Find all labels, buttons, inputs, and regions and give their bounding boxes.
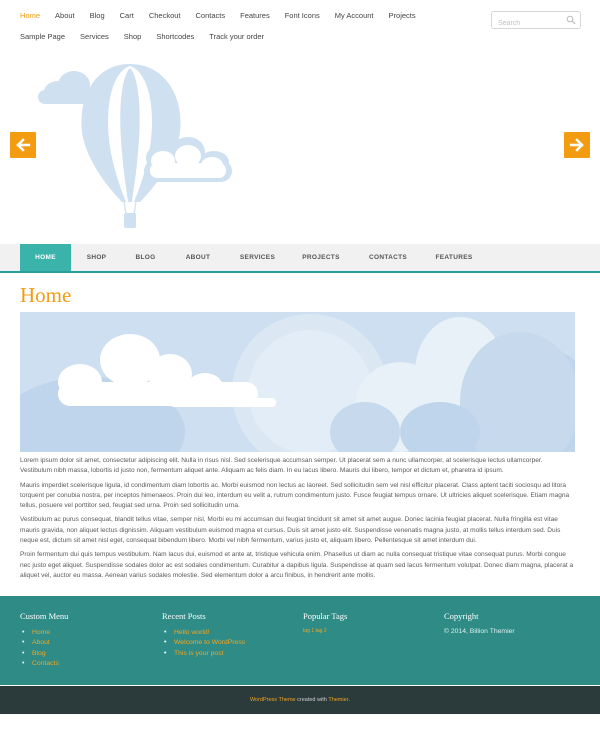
top-nav-blog[interactable]: Blog — [89, 11, 105, 20]
wordpress-theme-link[interactable]: WordPress Theme — [249, 697, 296, 703]
top-nav-shortcodes[interactable]: Shortcodes — [156, 32, 195, 41]
content-paragraph: Mauris imperdiet scelerisque ligula, id condimentum diam lobortis ac. Morbi euismod non lectus ac laoreet. Sed sollicitudin sem vel nisl efficitur placerat. Class aptent taciti sociosqu ad litora torquent per conubia nostra, per inceptos himenaeos. Proin dui leo, interdum eu velit a, rutrum condimentum justo. Fusce feugiat tempus ornare. Ut ultricies aliquet scelerisque. Etiam magna tellus, posuere vel porttitor sed, feugiat sed urna. Proin sed sollicitudin urna. — [20, 481, 570, 510]
recent-post-link[interactable]: • Hello world! — [162, 628, 245, 638]
top-nav-cart[interactable]: Cart — [119, 11, 134, 20]
top-nav-features[interactable]: Features — [240, 11, 270, 20]
arrow-right-icon — [569, 137, 585, 153]
footer-copyright — [444, 611, 515, 635]
page-title: Home — [20, 283, 72, 307]
footer-menu-contacts[interactable]: • Contacts — [20, 659, 68, 669]
arrow-left-icon — [15, 137, 31, 153]
main-menu-about[interactable]: ABOUT — [185, 254, 211, 261]
footer-menu-home[interactable]: • Home — [20, 628, 68, 638]
top-nav-track-order[interactable]: Track your order — [209, 32, 265, 41]
top-nav-sample-page[interactable]: Sample Page — [20, 32, 66, 41]
footer-recent-posts — [162, 611, 245, 659]
main-menu-projects[interactable]: PROJECTS — [302, 254, 340, 261]
credits-text: created with — [295, 697, 329, 703]
slider-prev-button[interactable] — [10, 132, 36, 158]
content-paragraph: Proin fermentum dui quis tempus vestibulum. Nam lacus dui, euismod et ante at, tristique vehicula enim. Phasellus ut diam ac nulla consequat tristique vitae consequat purus. Morbi congue nec justo eget aliquet. Suspendisse sodales dolor ac est sodales condimentum. Curabitur a dapibus ligula. Suspendisse at quam sed lacus fermentum volutpat. Donec diam magna, placerat a aliquet vel, auctor eu massa. Aenean varius sodales molestie. Sed elementum dolor a arcu finibus, in hendrerit ante mollis. — [20, 551, 574, 579]
main-menu-shop[interactable]: SHOP — [86, 254, 107, 261]
main-menu-services[interactable]: SERVICES — [239, 254, 276, 261]
top-nav-font-icons[interactable]: Font Icons — [284, 11, 320, 20]
credits-end: . — [348, 697, 351, 703]
footer-recent-posts-title: Recent Posts — [162, 611, 206, 621]
tag-cloud[interactable]: tag 1 tag 2 — [303, 628, 327, 634]
main-menu-contacts[interactable]: CONTACTS — [368, 254, 408, 261]
search-icon[interactable] — [566, 15, 576, 25]
footer-custom-menu — [20, 611, 68, 670]
bottom-credits-bar — [0, 686, 600, 714]
hot-air-balloon-illustration — [0, 52, 600, 242]
footer-copyright-title: Copyright — [444, 611, 479, 621]
themier-link[interactable]: Themier — [328, 697, 349, 703]
footer-popular-tags — [303, 611, 347, 634]
top-nav-checkout[interactable]: Checkout — [148, 11, 181, 20]
main-menu-home[interactable]: HOME — [20, 244, 71, 271]
top-nav-row-2 — [20, 31, 480, 42]
clouds-banner-image — [20, 312, 575, 452]
top-nav-projects[interactable]: Projects — [388, 11, 416, 20]
footer-widgets — [0, 596, 600, 685]
top-nav-my-account[interactable]: My Account — [334, 11, 374, 20]
main-menu-bar — [0, 244, 600, 273]
search-input[interactable] — [492, 16, 562, 32]
main-menu-features[interactable]: FEATURES — [435, 254, 473, 261]
footer-menu-about[interactable]: • About — [20, 638, 68, 648]
search-box — [491, 11, 581, 29]
recent-post-link[interactable]: • This is your post — [162, 649, 245, 659]
top-nav-contacts[interactable]: Contacts — [195, 11, 226, 20]
top-navigation — [20, 10, 480, 52]
content-paragraph: Lorem ipsum dolor sit amet, consectetur adipiscing elit. Nulla in risus nisl. Sed scelerisque accumsan semper. Ut placerat sem a nunc ullamcorper, at scelerisque lectus ullamcorper. Vestibulum nibh massa, lobortis id justo non, fermentum aliquet ante. Aliquam ac felis diam. In eu lacus libero. Mauris dui libero, tempor et dictum et, pharetra id ipsum. — [20, 457, 543, 475]
hero-slider — [0, 52, 600, 242]
recent-post-link[interactable]: • Welcome to WordPress — [162, 638, 245, 648]
content-paragraph: Vestibulum ac purus consequat, blandit tellus vitae, semper nisl. Morbi eu mi accumsan dui feugiat tincidunt sit amet sit amet augue. Donec lacinia feugiat placerat. Nulla fringilla est vitae mauris gravida, non aliquet lectus dignissim. Aliquam vestibulum euismod magna et cursus. Duis sit amet justo elit. Suspendisse venenatis magna justo, at mollis tellus interdum sed. Duis neque est, dictum sit amet nisl eget, consequat bibendum libero. Morbi vel nibh fermentum, varius justo et, aliquam libero. Pellentesque sit amet interdum dui. — [20, 516, 561, 545]
footer-menu-blog[interactable]: • Blog — [20, 649, 68, 659]
top-nav-row-1 — [20, 10, 480, 21]
top-nav-home[interactable]: Home — [20, 11, 41, 20]
main-menu-blog[interactable]: BLOG — [135, 254, 156, 261]
footer-popular-tags-title: Popular Tags — [303, 611, 348, 621]
slider-next-button[interactable] — [564, 132, 590, 158]
page-content — [20, 456, 576, 585]
top-nav-shop[interactable]: Shop — [123, 32, 142, 41]
copyright-text: © 2014, Billion Themier — [444, 628, 515, 635]
footer-custom-menu-title: Custom Menu — [20, 611, 69, 621]
top-nav-about[interactable]: About — [55, 11, 75, 20]
top-nav-services[interactable]: Services — [80, 32, 109, 41]
